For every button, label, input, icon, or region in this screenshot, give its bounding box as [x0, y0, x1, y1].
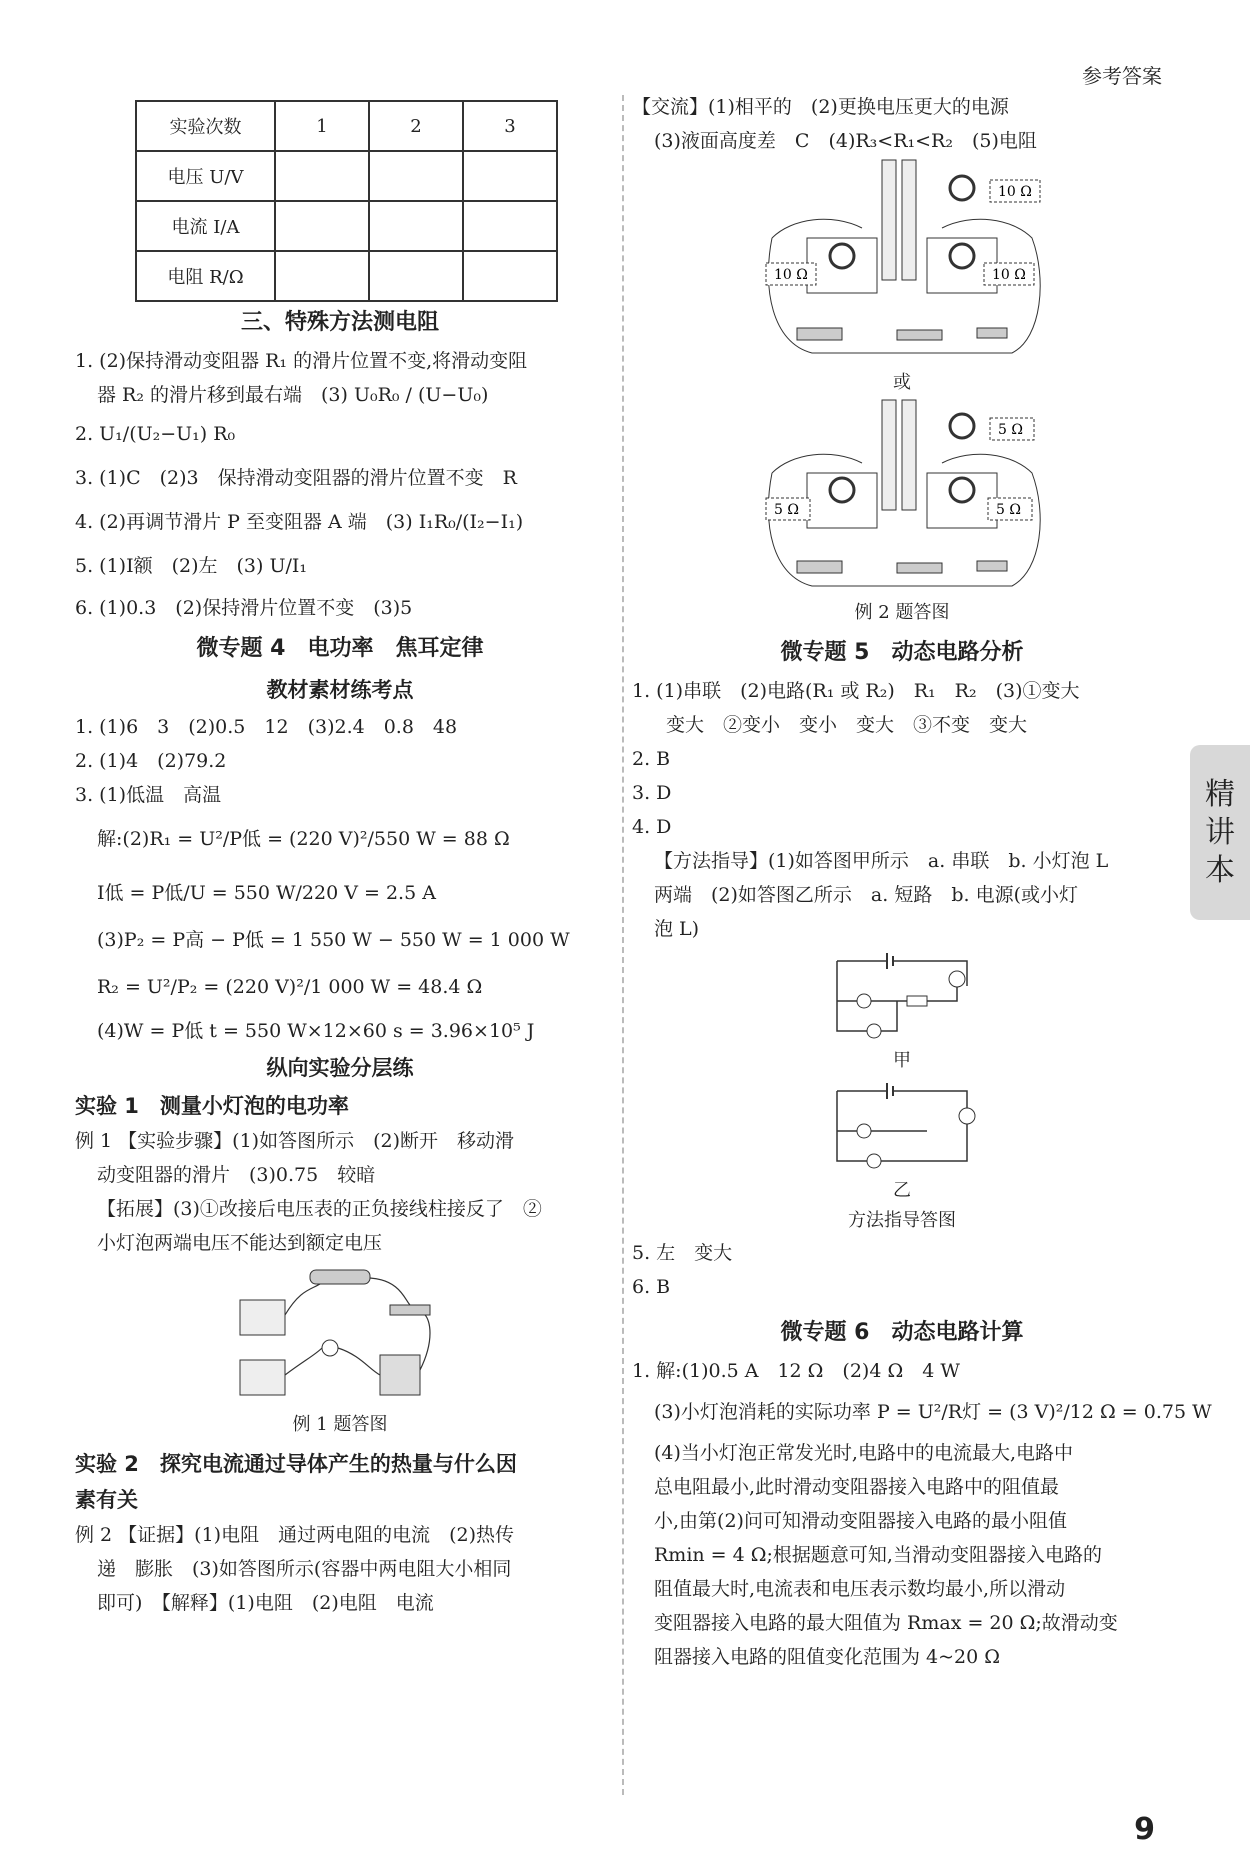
answer-line: (3)液面高度差 C (4)R₃<R₁<R₂ (5)电阻 [654, 130, 1037, 152]
figure-caption: 方法指导答图 [848, 1210, 956, 1231]
experiment-title: 素有关 [75, 1488, 138, 1512]
answer-line: 例 1 【实验步骤】(1)如答图所示 (2)断开 移动滑 [75, 1130, 514, 1152]
answer-line: 器 R₂ 的滑片移到最右端 (3) U₀R₀ / (U−U₀) [97, 384, 489, 406]
answer-line: 4. (2)再调节滑片 P 至变阻器 A 端 (3) I₁R₀/(I₂−I₁) [75, 511, 524, 533]
answer-line: 3. (1)C (2)3 保持滑动变阻器的滑片位置不变 R [75, 467, 517, 489]
table-cell: 3 [463, 101, 557, 151]
resistor-label: 10 Ω [774, 267, 808, 283]
subsection-title: 教材素材练考点 [266, 678, 414, 702]
answer-line: R₂ = U²/P₂ = (220 V)²/1 000 W = 48.4 Ω [97, 976, 483, 998]
example1-circuit-figure [230, 1260, 450, 1410]
answer-line: I低 = P低/U = 550 W/220 V = 2.5 A [97, 882, 436, 904]
table-cell [463, 251, 557, 301]
answer-line: 即可) 【解释】(1)电阻 (2)电阻 电流 [97, 1592, 434, 1614]
table-row [136, 201, 557, 251]
answer-line: 1. (2)保持滑动变阻器 R₁ 的滑片位置不变,将滑动变阻 [75, 350, 528, 372]
table-row [136, 101, 557, 151]
table-cell [275, 201, 369, 251]
answer-line: 2. B [632, 748, 671, 770]
answer-line: 变大 ②变小 变小 变大 ③不变 变大 [666, 714, 1028, 736]
answer-line: 【交流】(1)相平的 (2)更换电压更大的电源 [632, 96, 1009, 118]
right-column [632, 90, 1212, 1674]
column-divider [622, 95, 624, 1795]
answer-line: 3. (1)低温 高温 [75, 784, 222, 806]
section-title: 微专题 6 动态电路计算 [780, 1320, 1024, 1345]
experiment-table [135, 100, 558, 302]
or-label: 或 [893, 372, 911, 393]
answer-line: (4)W = P低 t = 550 W×12×60 s = 3.96×10⁵ J [97, 1020, 535, 1042]
answer-line: (4)当小灯泡正常发光时,电路中的电流最大,电路中 [654, 1442, 1073, 1464]
answer-line: 1. (1)6 3 (2)0.5 12 (3)2.4 0.8 48 [75, 716, 458, 738]
table-cell [369, 251, 463, 301]
table-cell [275, 151, 369, 201]
experiment-title: 实验 2 探究电流通过导体产生的热量与什么因 [75, 1452, 517, 1476]
table-cell: 电压 U/V [136, 151, 275, 201]
answer-line: 小灯泡两端电压不能达到额定电压 [97, 1232, 383, 1254]
answer-line: 两端 (2)如答图乙所示 a. 短路 b. 电源(或小灯 [654, 884, 1078, 906]
answer-line: (3)P₂ = P高 − P低 = 1 550 W − 550 W = 1 000 W [97, 929, 570, 951]
left-column [75, 90, 605, 1620]
table-cell: 1 [275, 101, 369, 151]
answer-line: 变阻器接入电路的最大阻值为 Rmax = 20 Ω;故滑动变 [654, 1612, 1118, 1634]
answer-line: 1. (1)串联 (2)电路(R₁ 或 R₂) R₁ R₂ (3)①变大 [632, 680, 1080, 702]
section-title: 微专题 4 电功率 焦耳定律 [196, 636, 484, 661]
figure-caption: 乙 [893, 1180, 911, 1201]
answer-line: 动变阻器的滑片 (3)0.75 较暗 [97, 1164, 376, 1186]
answer-line: 3. D [632, 782, 672, 804]
page-number: 9 [1134, 1812, 1155, 1847]
table-row [136, 251, 557, 301]
answer-line: 【拓展】(3)①改接后电压表的正负接线柱接反了 ② [97, 1198, 542, 1220]
example2-apparatus-bottom [752, 398, 1052, 598]
answer-line: 递 膨胀 (3)如答图所示(容器中两电阻大小相同 [97, 1558, 512, 1580]
table-cell [275, 251, 369, 301]
example2-apparatus-top [752, 158, 1052, 368]
answer-line: 例 2 【证据】(1)电阻 通过两电阻的电流 (2)热传 [75, 1524, 514, 1546]
resistor-label: 10 Ω [998, 184, 1032, 200]
section-title: 微专题 5 动态电路分析 [780, 640, 1024, 665]
resistor-label: 5 Ω [998, 422, 1023, 438]
resistor-label: 5 Ω [996, 502, 1021, 518]
answer-line: 5. 左 变大 [632, 1242, 733, 1264]
table-cell: 实验次数 [136, 101, 275, 151]
resistor-label: 10 Ω [992, 267, 1026, 283]
figure-caption: 甲 [893, 1050, 911, 1071]
table-cell [463, 151, 557, 201]
answer-line: 阻器接入电路的阻值变化范围为 4~20 Ω [654, 1646, 1001, 1668]
table-row [136, 151, 557, 201]
figure-caption: 例 2 题答图 [854, 602, 950, 623]
answer-line: 5. (1)I额 (2)左 (3) U/I₁ [75, 555, 307, 577]
table-cell: 电阻 R/Ω [136, 251, 275, 301]
answer-line: Rmin = 4 Ω;根据题意可知,当滑动变阻器接入电路的 [654, 1544, 1102, 1566]
answer-line: 6. B [632, 1276, 671, 1298]
answer-line: 泡 L) [654, 918, 700, 940]
resistor-label: 5 Ω [774, 502, 799, 518]
side-tab [1190, 745, 1250, 920]
page-header: 参考答案 [1082, 64, 1162, 88]
answer-line: (3)小灯泡消耗的实际功率 P = U²/R灯 = (3 V)²/12 Ω = 0.75 W [654, 1401, 1212, 1423]
answer-line: 2. U₁/(U₂−U₁) R₀ [75, 423, 236, 445]
answer-line: 4. D [632, 816, 672, 838]
answer-line: 阻值最大时,电流表和电压表示数均最小,所以滑动 [654, 1578, 1066, 1600]
answer-line: 小,由第(2)问可知滑动变阻器接入电路的最小阻值 [654, 1510, 1067, 1532]
experiment-title: 实验 1 测量小灯泡的电功率 [75, 1094, 349, 1118]
answer-line: 2. (1)4 (2)79.2 [75, 750, 227, 772]
side-tab-char: 精 [1205, 776, 1235, 812]
table-cell [369, 201, 463, 251]
circuit-diagram-a [827, 946, 977, 1046]
table-cell [369, 151, 463, 201]
table-cell: 2 [369, 101, 463, 151]
answer-line: 解:(2)R₁ = U²/P低 = (220 V)²/550 W = 88 Ω [97, 828, 510, 850]
answer-line: 6. (1)0.3 (2)保持滑片位置不变 (3)5 [75, 597, 413, 619]
circuit-diagram-b [827, 1076, 977, 1176]
answer-line: 1. 解:(1)0.5 A 12 Ω (2)4 Ω 4 W [632, 1360, 960, 1382]
side-tab-char: 本 [1205, 852, 1235, 888]
figure-caption: 例 1 题答图 [292, 1414, 388, 1435]
answer-line: 【方法指导】(1)如答图甲所示 a. 串联 b. 小灯泡 L [654, 850, 1109, 872]
table-cell [463, 201, 557, 251]
side-tab-char: 讲 [1205, 814, 1235, 850]
table-cell: 电流 I/A [136, 201, 275, 251]
answer-line: 总电阻最小,此时滑动变阻器接入电路中的阻值最 [654, 1476, 1060, 1498]
section-title: 纵向实验分层练 [266, 1056, 414, 1080]
section-title: 三、特殊方法测电阻 [240, 310, 439, 335]
